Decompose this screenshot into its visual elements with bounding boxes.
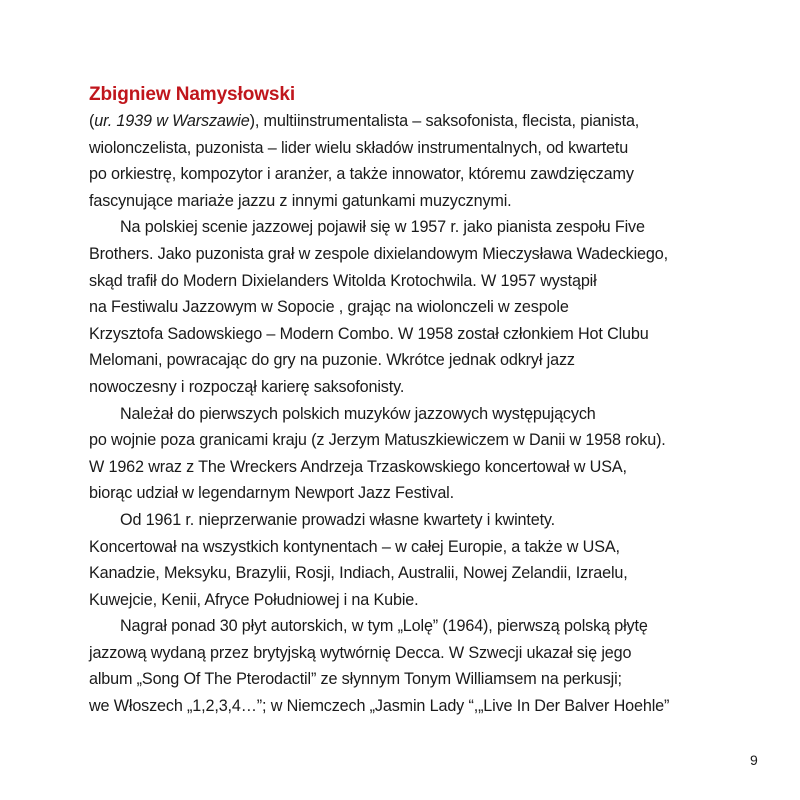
intro-rest: ), multiinstrumentalista – saksofonista, flecista, pianista,	[249, 112, 640, 130]
text-line: Koncertował na wszystkich kontynentach – w całej Europie, a także w USA,	[89, 537, 620, 556]
text-line: album „Song Of The Pterodactil” ze słynnym Tonym Williamsem na perkusji;	[89, 670, 622, 689]
text-line: po wojnie poza granicami kraju (z Jerzym Matuszkiewiczem w Danii w 1958 roku).	[89, 431, 666, 450]
text-line: Melomani, powracając do gry na puzonie. Wkrótce jednak odkrył jazz	[89, 351, 575, 370]
text-line: Kuwejcie, Kenii, Afryce Południowej i na Kubie.	[89, 590, 419, 609]
page-number: 9	[750, 752, 758, 768]
text-line: nowoczesny i rozpoczął karierę saksofonisty.	[89, 377, 405, 396]
text-line: jazzową wydaną przez brytyjską wytwórnię Decca. W Szwecji ukazał się jego	[89, 643, 632, 662]
article-title: Zbigniew Namysłowski	[89, 84, 295, 105]
text-line: fascynujące mariaże jazzu z innymi gatunkami muzycznymi.	[89, 191, 512, 210]
text-line: we Włoszech „1,2,3,4…”; w Niemczech „Jasmin Lady “,„Live In Der Balver Hoehle”	[89, 697, 670, 716]
text-line: W 1962 wraz z The Wreckers Andrzeja Trzaskowskiego koncertował w USA,	[89, 457, 627, 476]
text-line: po orkiestrę, kompozytor i aranżer, a także innowator, któremu zawdzięczamy	[89, 165, 634, 184]
text-line: wiolonczelista, puzonista – lider wielu składów instrumentalnych, od kwartetu	[89, 138, 629, 157]
paragraph-start-line: Od 1961 r. nieprzerwanie prowadzi własne kwartety i kwintety.	[120, 510, 556, 529]
article-body	[89, 108, 729, 720]
paragraph-start-line: Nagrał ponad 30 płyt autorskich, w tym „Lolę” (1964), pierwszą polską płytę	[120, 617, 648, 636]
text-line: biorąc udział w legendarnym Newport Jazz Festival.	[89, 484, 454, 503]
intro-paren: (	[89, 112, 95, 130]
text-line: skąd trafił do Modern Dixielanders Witolda Krotochwila. W 1957 wystąpił	[89, 271, 597, 290]
paragraph-start-line: Na polskiej scenie jazzowej pojawił się w 1957 r. jako pianista zespołu Five	[120, 218, 645, 237]
text-line: Krzysztofa Sadowskiego – Modern Combo. W 1958 został członkiem Hot Clubu	[89, 324, 649, 343]
text-line: Kanadzie, Meksyku, Brazylii, Rosji, Indiach, Australii, Nowej Zelandii, Izraelu,	[89, 564, 628, 583]
text-line-intro	[89, 108, 729, 135]
birth-info: ur. 1939 w Warszawie	[94, 112, 250, 130]
text-line: Brothers. Jako puzonista grał w zespole dixielandowym Mieczysława Wadeckiego,	[89, 244, 668, 263]
paragraph-start-line: Należał do pierwszych polskich muzyków jazzowych występujących	[120, 404, 596, 423]
text-line: na Festiwalu Jazzowym w Sopocie , grając na wiolonczeli w zespole	[89, 298, 569, 317]
